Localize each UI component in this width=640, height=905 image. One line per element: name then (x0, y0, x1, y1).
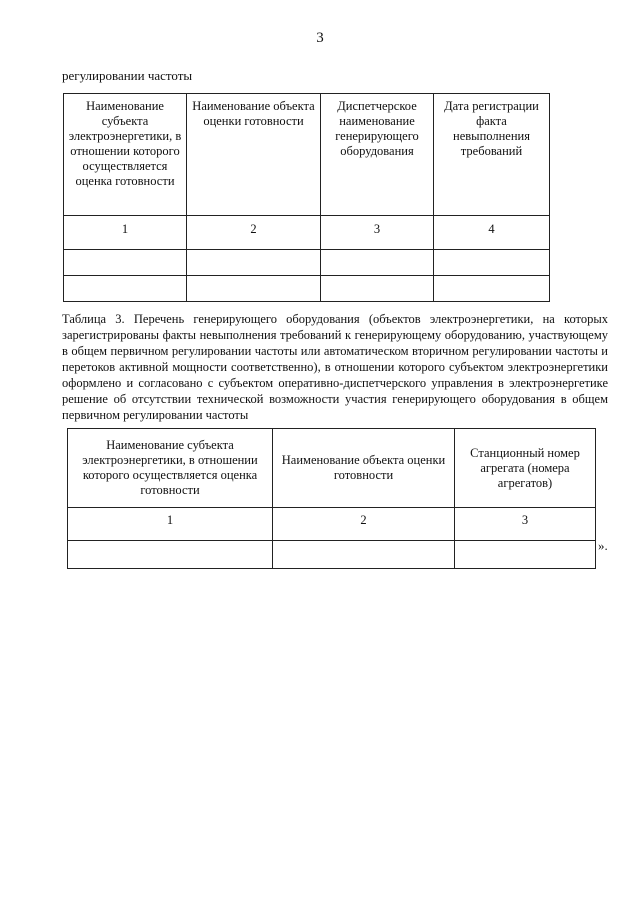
table-3-col-number: 2 (273, 508, 455, 541)
table-row (64, 276, 550, 302)
continuation-text: регулировании частоты (62, 68, 193, 83)
table-2-header-subject: Наименование субъекта электроэнергетики, в отношении которого осуществляется оценка готовности (64, 94, 187, 216)
table-cell (273, 541, 455, 569)
table-cell (64, 276, 187, 302)
table-3-caption: Таблица 3. Перечень генерирующего оборудования (объектов электроэнергетики, на которых зарегистрированы факты невыполнения требований к генерирующему оборудованию, участвующему в общем первичном регулировании частоты или автоматическом вторичном регулировании частоты и перетоков активной мощности соответственно), в отношении которого субъектом электроэнергетики оформлено и согласовано с субъектом оперативно-диспетчерского управления в электроэнергетике решение об отсутствии технической возможности участия генерирующего оборудования в общем первичном регулировании частоты (62, 312, 608, 422)
table-2-col-number: 2 (187, 216, 321, 250)
table-2-col-number: 3 (321, 216, 434, 250)
table-cell (187, 276, 321, 302)
table-2-header-dispatch-name: Диспетчерское наименование генерирующего оборудования (321, 94, 434, 216)
table-3 (67, 428, 596, 569)
table-cell (455, 541, 596, 569)
table-3-col-number: 3 (455, 508, 596, 541)
table-2-col-number: 4 (434, 216, 550, 250)
table-2-col-number: 1 (64, 216, 187, 250)
table-3-header-subject: Наименование субъекта электроэнергетики, в отношении которого осуществляется оценка готовности (68, 429, 273, 508)
table-2-header-registration-date: Дата регистрации факта невыполнения требований (434, 94, 550, 216)
table-cell (321, 250, 434, 276)
table-3-header-unit-number: Станционный номер агрегата (номера агрегатов) (455, 429, 596, 508)
table-cell (434, 276, 550, 302)
table-cell (434, 250, 550, 276)
table-2 (63, 93, 550, 302)
table-3-number-row (68, 508, 596, 541)
table-row (68, 541, 596, 569)
table-2-header-row (64, 94, 550, 216)
table-3-header-object: Наименование объекта оценки готовности (273, 429, 455, 508)
table-2-number-row (64, 216, 550, 250)
closing-quote: ». (598, 538, 608, 553)
table-3-header-row (68, 429, 596, 508)
table-3-col-number: 1 (68, 508, 273, 541)
page-number: 3 (316, 30, 324, 46)
table-cell (68, 541, 273, 569)
table-cell (321, 276, 434, 302)
table-cell (64, 250, 187, 276)
table-2-header-object: Наименование объекта оценки готовности (187, 94, 321, 216)
table-row (64, 250, 550, 276)
table-cell (187, 250, 321, 276)
